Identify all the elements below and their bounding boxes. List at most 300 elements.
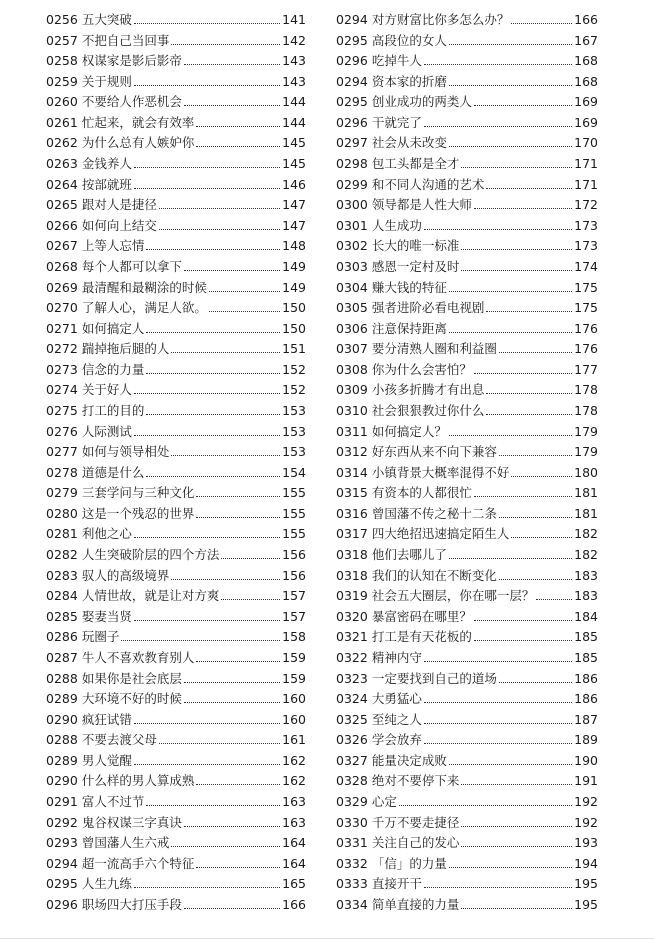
dot-leader	[474, 105, 572, 106]
page-number: 143	[282, 73, 306, 89]
page-number: 165	[282, 876, 306, 892]
page-number: 154	[282, 464, 306, 480]
page-number: 160	[282, 691, 306, 707]
dot-leader	[499, 455, 572, 456]
entry-title: 关于规则	[81, 73, 132, 89]
entry-number: 0328	[336, 773, 368, 789]
dot-leader	[424, 743, 572, 744]
toc-entry	[336, 545, 598, 566]
entry-number: 0289	[46, 691, 78, 707]
entry-number: 0262	[46, 135, 78, 151]
entry-title: 关注自己的发心	[371, 835, 460, 851]
page-number: 157	[282, 608, 306, 624]
page-number: 194	[574, 855, 598, 871]
dot-leader	[449, 44, 572, 45]
entry-title: 疯狂试错	[81, 711, 132, 727]
page-number: 147	[282, 217, 306, 233]
toc-entry	[46, 833, 306, 854]
page-number: 148	[282, 238, 306, 254]
toc-entry	[46, 113, 306, 134]
entry-number: 0276	[46, 423, 78, 439]
page-number: 147	[282, 197, 306, 213]
entry-number: 0277	[46, 444, 78, 460]
entry-title: 感恩一定村及时	[371, 258, 460, 274]
entry-number: 0308	[336, 361, 368, 377]
toc-entry	[336, 730, 598, 751]
page-number: 150	[282, 300, 306, 316]
dot-leader	[499, 352, 572, 353]
entry-title: 至纯之人	[371, 711, 422, 727]
dot-leader	[196, 496, 280, 497]
entry-title: 信念的力量	[81, 361, 145, 377]
entry-number: 0296	[336, 53, 368, 69]
dot-leader	[209, 311, 280, 312]
page-number: 144	[282, 114, 306, 130]
page-number: 182	[574, 547, 598, 563]
page-bottom-divider	[0, 938, 654, 939]
toc-entry	[46, 339, 306, 360]
entry-number: 0258	[46, 53, 78, 69]
entry-title: 吃掉牛人	[371, 53, 422, 69]
entry-number: 0275	[46, 402, 78, 418]
toc-entry	[46, 566, 306, 587]
dot-leader	[424, 229, 572, 230]
entry-number: 0260	[46, 94, 78, 110]
dot-leader	[196, 517, 280, 518]
page-number: 169	[574, 94, 598, 110]
entry-title: 简单直接的力量	[371, 896, 460, 912]
entry-title: 人生九练	[81, 876, 132, 892]
dot-leader	[196, 784, 280, 785]
entry-number: 0274	[46, 382, 78, 398]
entry-number: 0319	[336, 588, 368, 604]
entry-number: 0294	[336, 73, 368, 89]
entry-title: 职场四大打压手段	[81, 896, 182, 912]
dot-leader	[134, 188, 280, 189]
entry-number: 0290	[46, 773, 78, 789]
dot-leader	[449, 146, 572, 147]
toc-entry	[336, 874, 598, 895]
page-number: 153	[282, 423, 306, 439]
page-number: 161	[282, 732, 306, 748]
entry-number: 0288	[46, 732, 78, 748]
page-number: 183	[574, 588, 598, 604]
toc-entry	[46, 154, 306, 175]
toc-entry	[46, 751, 306, 772]
entry-number: 0317	[336, 526, 368, 542]
entry-title: 学会放弃	[371, 732, 422, 748]
entry-title: 牛人不喜欢教育别人	[81, 649, 195, 665]
dot-leader	[196, 126, 280, 127]
page-number: 186	[574, 691, 598, 707]
entry-title: 不要给人作恶机会	[81, 94, 182, 110]
entry-number: 0261	[46, 114, 78, 130]
entry-title: 人情世故，就是让对方爽	[81, 588, 220, 604]
toc-entry	[46, 689, 306, 710]
toc-entry	[336, 689, 598, 710]
page-number: 144	[282, 94, 306, 110]
dot-leader	[424, 702, 572, 703]
entry-title: 我们的认知在不断变化	[371, 567, 497, 583]
page-number: 195	[574, 876, 598, 892]
page-number: 155	[282, 505, 306, 521]
toc-entry	[336, 833, 598, 854]
dot-leader	[146, 332, 280, 333]
entry-title: 每个人都可以拿下	[81, 258, 182, 274]
entry-title: 如何搞定人？	[371, 423, 447, 439]
entry-title: 不要去渡父母	[81, 732, 157, 748]
dot-leader	[486, 311, 572, 312]
page-number: 183	[574, 567, 598, 583]
entry-title: 「信」的力量	[371, 855, 447, 871]
entry-number: 0300	[336, 197, 368, 213]
toc-entry	[46, 792, 306, 813]
toc-entry	[336, 92, 598, 113]
entry-number: 0268	[46, 258, 78, 274]
entry-number: 0290	[46, 711, 78, 727]
entry-title: 心定	[371, 793, 397, 809]
page-number: 192	[574, 793, 598, 809]
page-number: 170	[574, 135, 598, 151]
page-number: 160	[282, 711, 306, 727]
dot-leader	[499, 682, 572, 683]
entry-number: 0259	[46, 73, 78, 89]
entry-title: 对方财富比你多怎么办？	[371, 12, 510, 27]
toc-entry	[46, 257, 306, 278]
toc-entry	[46, 627, 306, 648]
entry-number: 0330	[336, 814, 368, 830]
page-number: 177	[574, 361, 598, 377]
entry-number: 0284	[46, 588, 78, 604]
toc-entry	[46, 586, 306, 607]
page-number: 174	[574, 258, 598, 274]
entry-number: 0332	[336, 855, 368, 871]
page-number: 179	[574, 444, 598, 460]
entry-number: 0266	[46, 217, 78, 233]
dot-leader	[536, 599, 572, 600]
entry-title: 超一流高手六个特征	[81, 855, 195, 871]
dot-leader	[424, 661, 572, 662]
page-number: 185	[574, 629, 598, 645]
dot-leader	[474, 620, 572, 621]
toc-right-column	[336, 10, 598, 915]
entry-number: 0305	[336, 300, 368, 316]
entry-title: 他们去哪儿了	[371, 547, 447, 563]
entry-title: 什么样的男人算成熟	[81, 773, 195, 789]
entry-title: 社会狠狠教过你什么	[371, 402, 485, 418]
entry-title: 社会从未改变	[371, 135, 447, 151]
entry-number: 0307	[336, 341, 368, 357]
toc-entry	[336, 751, 598, 772]
toc-entry	[46, 298, 306, 319]
dot-leader	[474, 496, 572, 497]
toc-entry	[46, 10, 306, 31]
page-number: 162	[282, 773, 306, 789]
toc-entry	[46, 401, 306, 422]
page-number: 164	[282, 855, 306, 871]
toc-entry	[46, 648, 306, 669]
page-number: 195	[574, 896, 598, 912]
entry-number: 0270	[46, 300, 78, 316]
page-number: 149	[282, 279, 306, 295]
dot-leader	[449, 558, 572, 559]
dot-leader	[134, 85, 280, 86]
entry-title: 人际测试	[81, 423, 132, 439]
entry-number: 0280	[46, 505, 78, 521]
dot-leader	[134, 723, 280, 724]
entry-title: 精神内守	[371, 649, 422, 665]
entry-number: 0296	[46, 896, 78, 912]
toc-entry	[336, 895, 598, 916]
toc-entry	[46, 51, 306, 72]
entry-title: 小镇背景大概率混得不好	[371, 464, 510, 480]
entry-title: 你为什么会害怕？	[371, 361, 472, 377]
page-number: 141	[282, 12, 306, 27]
toc-entry	[336, 360, 598, 381]
entry-number: 0283	[46, 567, 78, 583]
dot-leader	[461, 908, 572, 909]
toc-entry	[46, 607, 306, 628]
entry-title: 干就完了	[371, 114, 422, 130]
entry-number: 0299	[336, 176, 368, 192]
toc-entry	[336, 113, 598, 134]
entry-title: 高段位的女人	[371, 32, 447, 48]
toc-entry	[46, 874, 306, 895]
entry-title: 千万不要走捷径	[371, 814, 460, 830]
page-number: 192	[574, 814, 598, 830]
page-number: 157	[282, 588, 306, 604]
page-number: 155	[282, 526, 306, 542]
page-number: 178	[574, 402, 598, 418]
toc-entry	[336, 319, 598, 340]
entry-title: 五大突破	[81, 12, 132, 27]
toc-entry	[336, 422, 598, 443]
toc-entry	[336, 504, 598, 525]
dot-leader	[221, 558, 280, 559]
toc-entry	[336, 854, 598, 875]
toc-entry	[46, 195, 306, 216]
dot-leader	[134, 435, 280, 436]
entry-title: 不把自己当回事	[81, 32, 170, 48]
dot-leader	[184, 270, 280, 271]
toc-entry	[336, 380, 598, 401]
entry-number: 0273	[46, 361, 78, 377]
page-number: 186	[574, 670, 598, 686]
entry-title: 如果你是社会底层	[81, 670, 182, 686]
toc-entry	[336, 669, 598, 690]
toc-entry	[336, 278, 598, 299]
dot-leader	[486, 188, 572, 189]
entry-title: 人生突破阶层的四个方法	[81, 547, 220, 563]
page-number: 166	[282, 896, 306, 912]
dot-leader	[134, 887, 280, 888]
page-number: 184	[574, 608, 598, 624]
entry-number: 0315	[336, 485, 368, 501]
page-number: 172	[574, 197, 598, 213]
page-number: 182	[574, 526, 598, 542]
page-number: 150	[282, 320, 306, 336]
dot-leader	[184, 682, 280, 683]
dot-leader	[474, 640, 572, 641]
entry-title: 这是一个残忍的世界	[81, 505, 195, 521]
page-number: 158	[282, 629, 306, 645]
page-number: 143	[282, 53, 306, 69]
page-number: 156	[282, 567, 306, 583]
toc-entry	[336, 298, 598, 319]
entry-title: 一定要找到自己的道场	[371, 670, 497, 686]
entry-number: 0286	[46, 629, 78, 645]
toc-entry	[46, 669, 306, 690]
entry-title: 最清醒和最糊涂的时候	[81, 279, 207, 295]
page-number: 153	[282, 402, 306, 418]
dot-leader	[171, 846, 280, 847]
page-number: 168	[574, 73, 598, 89]
entry-title: 领导都是人性大师	[371, 197, 472, 213]
toc-entry	[46, 895, 306, 916]
entry-number: 0282	[46, 547, 78, 563]
entry-title: 赚大钱的特征	[371, 279, 447, 295]
dot-leader	[474, 373, 572, 374]
toc-entry	[46, 771, 306, 792]
page-number: 145	[282, 156, 306, 172]
entry-number: 0271	[46, 320, 78, 336]
toc-entry	[336, 51, 598, 72]
entry-number: 0293	[46, 835, 78, 851]
entry-number: 0322	[336, 649, 368, 665]
dot-leader	[511, 23, 572, 24]
page-number: 149	[282, 258, 306, 274]
toc-entry	[336, 771, 598, 792]
entry-number: 0289	[46, 752, 78, 768]
dot-leader	[461, 784, 572, 785]
page-number: 169	[574, 114, 598, 130]
dot-leader	[146, 476, 280, 477]
entry-number: 0281	[46, 526, 78, 542]
entry-title: 鬼谷权谋三字真诀	[81, 814, 182, 830]
entry-number: 0312	[336, 444, 368, 460]
entry-title: 了解人心，满足人欲。	[81, 300, 207, 316]
entry-number: 0264	[46, 176, 78, 192]
entry-number: 0314	[336, 464, 368, 480]
page-number: 178	[574, 382, 598, 398]
dot-leader	[461, 270, 572, 271]
dot-leader	[134, 167, 280, 168]
toc-entry	[336, 586, 598, 607]
entry-title: 要分清熟人圈和利益圈	[371, 341, 497, 357]
dot-leader	[184, 105, 280, 106]
toc-entry	[46, 72, 306, 93]
toc-entry	[336, 442, 598, 463]
entry-number: 0298	[336, 156, 368, 172]
toc-entry	[46, 463, 306, 484]
dot-leader	[461, 249, 572, 250]
entry-title: 长大的唯一标准	[371, 238, 460, 254]
dot-leader	[159, 229, 280, 230]
page-number: 171	[574, 176, 598, 192]
page-number: 190	[574, 752, 598, 768]
toc-entry	[336, 31, 598, 52]
page-number: 187	[574, 711, 598, 727]
toc-entry	[46, 422, 306, 443]
dot-leader	[461, 826, 572, 827]
toc-entry	[336, 710, 598, 731]
dot-leader	[209, 291, 280, 292]
dot-leader	[486, 393, 572, 394]
entry-title: 和不同人沟通的艺术	[371, 176, 485, 192]
entry-title: 踹掉拖后腿的人	[81, 341, 170, 357]
entry-number: 0279	[46, 485, 78, 501]
entry-number: 0323	[336, 670, 368, 686]
entry-title: 暴富密码在哪里？	[371, 608, 472, 624]
dot-leader	[449, 291, 572, 292]
toc-entry	[336, 339, 598, 360]
toc-entry	[336, 607, 598, 628]
toc-entry	[46, 360, 306, 381]
entry-number: 0301	[336, 217, 368, 233]
toc-entry	[336, 566, 598, 587]
page-number: 164	[282, 835, 306, 851]
dot-leader	[171, 44, 280, 45]
entry-number: 0294	[46, 855, 78, 871]
entry-number: 0295	[336, 94, 368, 110]
dot-leader	[221, 599, 280, 600]
entry-title: 驭人的高级境界	[81, 567, 170, 583]
entry-title: 创业成功的两类人	[371, 94, 472, 110]
entry-number: 0321	[336, 629, 368, 645]
dot-leader	[134, 23, 280, 24]
dot-leader	[159, 743, 280, 744]
entry-title: 权谋家是影后影帝	[81, 53, 182, 69]
entry-number: 0295	[46, 876, 78, 892]
page-number: 152	[282, 361, 306, 377]
dot-leader	[449, 85, 572, 86]
page-number: 142	[282, 32, 306, 48]
toc-entry	[336, 401, 598, 422]
entry-number: 0325	[336, 711, 368, 727]
entry-title: 关于好人	[81, 382, 132, 398]
entry-title: 注意保持距离	[371, 320, 447, 336]
entry-title: 小孩多折腾才有出息	[371, 382, 485, 398]
page-number: 181	[574, 505, 598, 521]
entry-title: 玩圈子	[81, 629, 120, 645]
dot-leader	[196, 146, 280, 147]
toc-entry	[336, 483, 598, 504]
entry-number: 0303	[336, 258, 368, 274]
page-number: 175	[574, 279, 598, 295]
entry-number: 0297	[336, 135, 368, 151]
entry-title: 曾国藩人生六戒	[81, 835, 170, 851]
entry-number: 0291	[46, 793, 78, 809]
entry-title: 利他之心	[81, 526, 132, 542]
page-number: 167	[574, 32, 598, 48]
entry-number: 0278	[46, 464, 78, 480]
page-number: 173	[574, 238, 598, 254]
toc-entry	[46, 216, 306, 237]
toc-entry	[46, 524, 306, 545]
entry-number: 0288	[46, 670, 78, 686]
page-number: 185	[574, 649, 598, 665]
entry-number: 0285	[46, 608, 78, 624]
dot-leader	[171, 455, 280, 456]
toc-entry	[46, 175, 306, 196]
entry-number: 0272	[46, 341, 78, 357]
page-number: 163	[282, 793, 306, 809]
toc-entry	[46, 31, 306, 52]
page-number: 146	[282, 176, 306, 192]
entry-number: 0309	[336, 382, 368, 398]
toc-entry	[336, 524, 598, 545]
entry-title: 富人不过节	[81, 793, 145, 809]
